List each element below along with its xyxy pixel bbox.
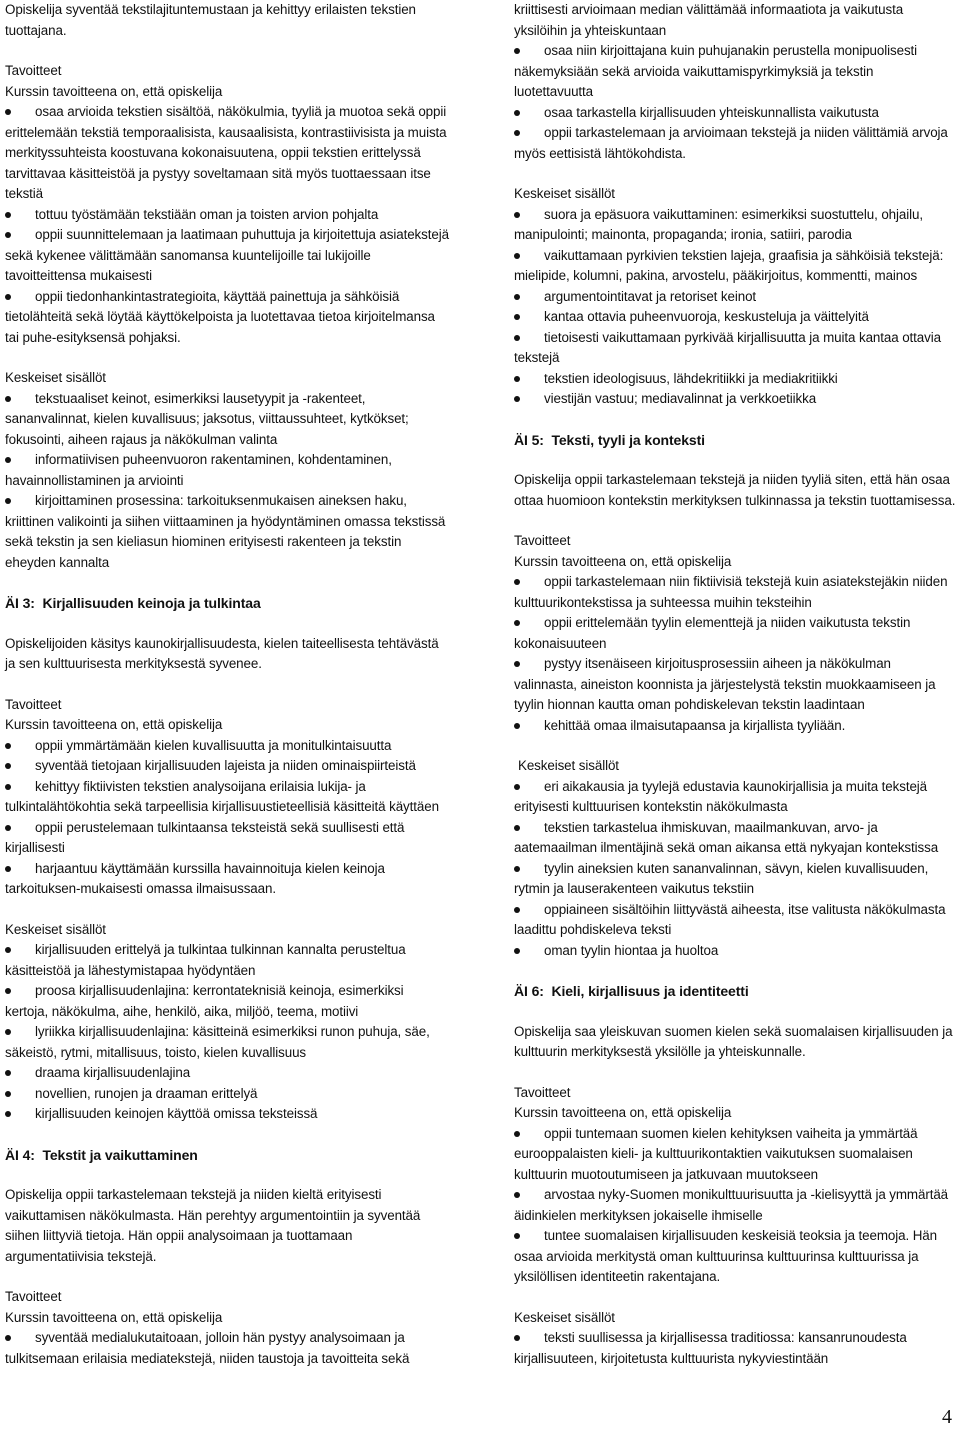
- list-item: draama kirjallisuudenlajina: [5, 1063, 449, 1084]
- list-item: kirjoittaminen prosessina: tarkoituksenmukaisen aineksen haku, kriittinen valikointi ja siihen viittaaminen ja hyödyntäminen omassa tekstissä sekä tekstin ja sen kieliasun hiominen erityisesti rakenteen ja tekstin eheyden kannalta: [5, 491, 449, 573]
- list-item: tekstien tarkastelua ihmiskuvan, maailmankuvan, arvo- ja aatemaailman ilmentäjinä sekä oman aikansa että nykyajan kontekstissa: [514, 818, 956, 859]
- section-code: ÄI 6:: [514, 983, 544, 999]
- list-item: pystyy itsenäiseen kirjoitusprosessiin aiheen ja näkökulman valinnasta, aineiston koonnista ja järjestelystä tekstin muokkaamiseen ja tyylin hionnan kautta oman pohdiskelevan tekstin laadintaan: [514, 654, 956, 716]
- list-item: oppii tarkastelemaan niin fiktiivisiä tekstejä kuin asiatekstejäkin niiden kulttuurikontekstissa ja suhteessa muihin teksteihin: [514, 572, 956, 613]
- section-intro: Opiskelija oppii tarkastelemaan tekstejä ja niiden tyyliä siten, että hän osaa ottaa huomioon kontekstin merkityksen tulkinnassa ja tekstin tuottamisessa.: [514, 472, 956, 508]
- contents-title: Keskeiset sisällöt: [514, 186, 615, 201]
- list-item: tietoisesti vaikuttamaan pyrkivää kirjallisuutta ja muita kantaa ottavia tekstejä: [514, 328, 956, 369]
- section-heading-ai5: [514, 430, 956, 451]
- list-item: arvostaa nyky-Suomen monikulttuurisuutta ja -kielisyyttä ja ymmärtää äidinkielen merkityksen jokaiselle ihmiselle: [514, 1185, 956, 1226]
- list-item: suora ja epäsuora vaikuttaminen: esimerkiksi suostuttelu, ohjailu, manipulointi; mainonta, propaganda; ironia, satiiri, parodia: [514, 205, 956, 246]
- list-item: viestijän vastuu; mediavalinnat ja verkkoetiikka: [514, 389, 956, 410]
- list-item: kehittää omaa ilmaisutapaansa ja kirjallista tyyliään.: [514, 716, 956, 737]
- list-item: oppii suunnittelemaan ja laatimaan puhuttuja ja kirjoitettuja asiatekstejä sekä kykenee välittämään sanomansa kuuntelijoille tai lukijoille tavoitteittensa mukaisesti: [5, 225, 449, 287]
- section-code: ÄI 5:: [514, 431, 544, 448]
- list-item: oppii tuntemaan suomen kielen kehityksen vaiheita ja ymmärtää eurooppalaisten kieli- ja kulttuurikontaktien vaikutuksen suomalaisen kulttuurin muotoutumiseen ja jatkuvaan muutokseen: [514, 1124, 956, 1186]
- section-heading-ai4: [5, 1145, 449, 1166]
- list-item: kirjallisuuden erittelyä ja tulkintaa tulkinnan kannalta perusteltua käsitteistöä ja lähestymistapaa hyödyntäen: [5, 940, 449, 981]
- list-item: tekstuaaliset keinot, esimerkiksi lausetyypit ja -rakenteet, sananvalinnat, kielen kuvallisuus; jaksotus, viittaussuhteet, kytkökset; fokusointi, aiheen rajaus ja näkökulman valinta: [5, 389, 449, 451]
- list-item: osaa niin kirjoittajana kuin puhujanakin perustella monipuolisesti näkemyksiään sekä arvioida vaikuttamispyrkimyksiä ja tekstin luotettavuutta: [514, 41, 956, 103]
- list-item: tottuu työstämään tekstiään oman ja toisten arvion pohjalta: [5, 205, 449, 226]
- section-title: Teksti, tyyli ja konteksti: [551, 431, 705, 448]
- goals-title: Tavoitteet: [5, 63, 62, 78]
- list-item: oppii tarkastelemaan ja arvioimaan tekstejä ja niiden välittämiä arvoja myös eettisistä lähtökohdista.: [514, 123, 956, 164]
- list-item: harjaantuu käyttämään kurssilla havainnoituja kielen keinoja tarkoituksen-mukaisesti omassa ilmaisussaan.: [5, 859, 449, 900]
- left-column: [5, 0, 449, 1369]
- list-item: oppiaineen sisältöihin liittyvästä aiheesta, itse valitusta näkökulmasta laadittu pohdiskeleva teksti: [514, 900, 956, 941]
- section-intro: Opiskelija saa yleiskuvan suomen kielen sekä suomalaisen kirjallisuuden ja kulttuurin merkityksestä yksilölle ja yhteiskunnalle.: [514, 1023, 953, 1059]
- list-item: argumentointitavat ja retoriset keinot: [514, 287, 956, 308]
- goals-title: Tavoitteet: [514, 533, 571, 548]
- goals-lead: Kurssin tavoitteena on, että opiskelija: [5, 1309, 223, 1325]
- intro-paragraph: Opiskelija syventää tekstilajituntemustaan ja kehittyy erilaisten tekstien tuottajana.: [5, 2, 416, 38]
- goals-lead: Kurssin tavoitteena on, että opiskelija: [514, 553, 732, 569]
- section-intro: Opiskelijoiden käsitys kaunokirjallisuudesta, kielen taiteellisesta tehtävästä ja sen kulttuurisesta merkityksestä syvenee.: [5, 635, 439, 671]
- section-intro: Opiskelija oppii tarkastelemaan tekstejä ja niiden kieltä erityisesti vaikuttamisen näkökulmasta. Hän perehtyy argumentointiin ja syventää siihen liittyviä tietoja. Hän oppii analysoimaan ja tuottamaan argumentatiivisia tekstejä.: [5, 1187, 421, 1264]
- section-title: Kieli, kirjallisuus ja identiteetti: [551, 983, 749, 999]
- contents-title: Keskeiset sisällöt: [518, 758, 619, 773]
- goals-title: Tavoitteet: [514, 1084, 571, 1100]
- goals-title: Tavoitteet: [5, 696, 62, 712]
- list-item: oppii tiedonhankintastrategioita, käyttää painettuja ja sähköisiä tietolähteitä sekä löytää käyttökelpoista ja luotettavaa tietoa kirjoitelmansa tai puhe-esityksensä pohjaksi.: [5, 287, 449, 349]
- continuation-text: kriittisesti arvioimaan median välittämää informaatiota ja vaikutusta yksilöihin ja yhteiskuntaan: [514, 2, 904, 38]
- list-item: vaikuttamaan pyrkivien tekstien lajeja, graafisia ja sähköisiä tekstejä: mielipide, kolumni, pakina, arvostelu, pääkirjoitus, kommentti, mainos: [514, 246, 956, 287]
- list-item: informatiivisen puheenvuoron rakentaminen, kohdentaminen, havainnollistaminen ja arviointi: [5, 450, 449, 491]
- list-item: kehittyy fiktiivisten tekstien analysoijana erilaisia lukija- ja tulkintalähtökohtia sekä tarpeellisia kirjallisuustieteellisiä käsitteitä käyttäen: [5, 777, 449, 818]
- list-item: syventää tietojaan kirjallisuuden lajeista ja niiden ominaispiirteistä: [5, 756, 449, 777]
- goals-lead: Kurssin tavoitteena on, että opiskelija: [5, 83, 223, 99]
- list-item: syventää medialukutaitoaan, jolloin hän pystyy analysoimaan ja tulkitsemaan erilaisia mediatekstejä, niiden taustoja ja tavoitteita sekä: [5, 1328, 449, 1369]
- section-heading-ai6: [514, 981, 956, 1002]
- list-item: oppii perustelemaan tulkintaansa teksteistä sekä suullisesti että kirjallisesti: [5, 818, 449, 859]
- list-item: osaa tarkastella kirjallisuuden yhteiskunnallista vaikutusta: [514, 103, 956, 124]
- section-code: ÄI 3:: [5, 595, 35, 611]
- contents-title: Keskeiset sisällöt: [514, 1309, 615, 1325]
- list-item: oppii erittelemään tyylin elementtejä ja niiden vaikutusta tekstin kokonaisuuteen: [514, 613, 956, 654]
- goals-lead: Kurssin tavoitteena on, että opiskelija: [514, 1105, 732, 1120]
- list-item: teksti suullisessa ja kirjallisessa traditiossa: kansanrunoudesta kirjallisuuteen, kirjoitetusta kulttuurista nykyviestintään: [514, 1328, 956, 1369]
- section-title: Tekstit ja vaikuttaminen: [42, 1146, 198, 1163]
- right-column: [514, 0, 956, 1369]
- goals-title: Tavoitteet: [5, 1289, 62, 1304]
- section-heading-ai3: [5, 593, 449, 614]
- list-item: tekstien ideologisuus, lähdekritiikki ja mediakritiikki: [514, 369, 956, 390]
- list-item: lyriikka kirjallisuudenlajina: käsitteinä esimerkiksi runon puhuja, säe, säkeistö, rytmi, mitallisuus, toisto, kielen kuvallisuus: [5, 1022, 449, 1063]
- list-item: eri aikakausia ja tyylejä edustavia kaunokirjallisia ja muita tekstejä erityisesti kulttuurisen kontekstin näkökulmasta: [514, 777, 956, 818]
- section-code: ÄI 4:: [5, 1146, 35, 1163]
- list-item: tyylin aineksien kuten sananvalinnan, sävyn, kielen kuvallisuuden, rytmin ja lauserakenteen vaikutus tekstiin: [514, 859, 956, 900]
- goals-lead: Kurssin tavoitteena on, että opiskelija: [5, 717, 223, 732]
- list-item: proosa kirjallisuudenlajina: kerrontateknisiä keinoja, esimerkiksi kertoja, näkökulma, aihe, henkilö, aika, miljöö, teema, motiivi: [5, 981, 449, 1022]
- page-number: 4: [942, 1406, 952, 1428]
- list-item: novellien, runojen ja draaman erittelyä: [5, 1084, 449, 1105]
- list-item: tuntee suomalaisen kirjallisuuden keskeisiä teoksia ja teemoja. Hän osaa arvioida merkitystä oman kulttuurinsa kulttuurinsa kulttuurissa ja yksilöllisen identiteetin rakentajana.: [514, 1226, 956, 1288]
- list-item: oppii ymmärtämään kielen kuvallisuutta ja monitulkintaisuutta: [5, 736, 449, 757]
- list-item: osaa arvioida tekstien sisältöä, näkökulmia, tyyliä ja muotoa sekä oppii erittelemään tekstiä temporaalisista, kausaalisista, kontrastiivisista ja muista merkityssuhteista koostuvana kokonaisuutena, oppii tekstien erittelyssä tarvittavaa käsitteistöä ja pystyy soveltamaan sitä myös tuottaessaan itse tekstiä: [5, 102, 449, 205]
- contents-title: Keskeiset sisällöt: [5, 921, 106, 937]
- contents-title: Keskeiset sisällöt: [5, 370, 106, 385]
- list-item: oman tyylin hiontaa ja huoltoa: [514, 941, 956, 962]
- list-item: kantaa ottavia puheenvuoroja, keskusteluja ja väittelyitä: [514, 307, 956, 328]
- list-item: kirjallisuuden keinojen käyttöä omissa teksteissä: [5, 1104, 449, 1125]
- section-title: Kirjallisuuden keinoja ja tulkintaa: [42, 595, 261, 611]
